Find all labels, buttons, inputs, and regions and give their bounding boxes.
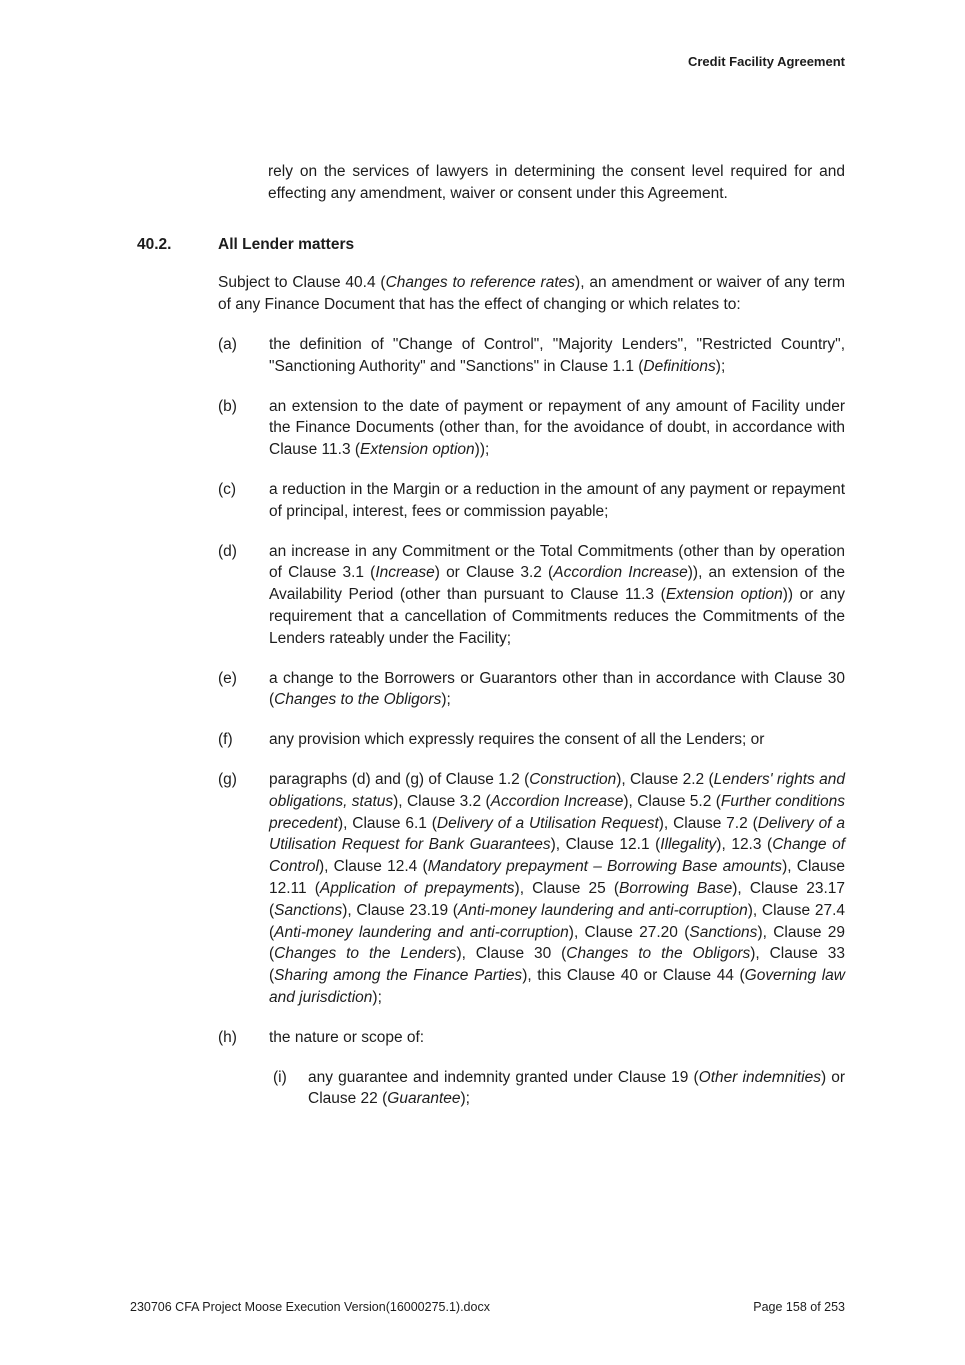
list-item-body bbox=[269, 668, 845, 712]
footer-page-number: Page 158 of 253 bbox=[753, 1300, 845, 1314]
page-header bbox=[137, 54, 845, 70]
list-item bbox=[218, 668, 845, 712]
list-item-body bbox=[269, 729, 845, 751]
list-item-body bbox=[269, 334, 845, 378]
list-item-label: (e) bbox=[218, 669, 237, 687]
continuation-paragraph: rely on the services of lawyers in determining the consent level required for and effecting any amendment, waiver or consent under this Agreement. bbox=[268, 163, 845, 202]
document-title: Credit Facility Agreement bbox=[687, 54, 845, 69]
list-item bbox=[218, 1027, 845, 1110]
list-item bbox=[218, 334, 845, 378]
list-subitem-text: any guarantee and indemnity granted under Clause 19 (Other indemnities) or Clause 22 (Guarantee); bbox=[308, 1068, 845, 1108]
list-item-label: (d) bbox=[218, 542, 237, 560]
list-item-body bbox=[269, 479, 845, 523]
list-item-label: (c) bbox=[218, 480, 237, 498]
list-item-text: the definition of "Change of Control", "Majority Lenders", "Restricted Country", "Sanctioning Authority" and "Sanctions" in Clause 1.1 (Definitions); bbox=[269, 335, 845, 375]
list-item-text: an extension to the date of payment or repayment of any amount of Facility under the Finance Documents (other than, for the avoidance of doubt, in accordance with Clause 11.3 (Extension option)); bbox=[269, 397, 845, 459]
list-item-text: paragraphs (d) and (g) of Clause 1.2 (Construction), Clause 2.2 (Lenders' rights and obligations, status), Clause 3.2 (Accordion Increase), Clause 5.2 (Further conditions precedent), Clause 6.1 (Delivery of a Utilisation Request), Clause 7.2 (Delivery of a Utilisation Request for Bank Guarantees), Clause 12.1 (Illegality), 12.3 (Change of Control), Clause 12.4 (Mandatory prepayment – Borrowing Base amounts), Clause 12.11 (Application of prepayments), Clause 25 (Borrowing Base), Clause 23.17 (Sanctions), Clause 23.19 (Anti-money laundering and anti-corruption), Clause 27.4 (Anti-money laundering and anti-corruption), Clause 27.20 (Sanctions), Clause 29 (Changes to the Lenders), Clause 30 (Changes to the Obligors), Clause 33 (Sharing among the Finance Parties), this Clause 40 or Clause 44 (Governing law and jurisdiction); bbox=[269, 770, 846, 1006]
list-item bbox=[218, 541, 845, 650]
list-item-body bbox=[269, 541, 845, 650]
list-item bbox=[218, 769, 845, 1009]
list-item-text: a reduction in the Margin or a reduction in the amount of any payment or repayment of principal, interest, fees or commission payable; bbox=[269, 480, 845, 520]
list-item-label: (f) bbox=[218, 731, 233, 749]
list-item-body bbox=[269, 396, 845, 461]
list-item-body bbox=[269, 1027, 845, 1110]
list-item bbox=[218, 396, 845, 461]
list-item-text: a change to the Borrowers or Guarantors other than in accordance with Clause 30 (Changes to the Obligors); bbox=[269, 669, 845, 709]
section-number: 40.2. bbox=[137, 235, 172, 253]
list-item-label: (a) bbox=[218, 335, 237, 353]
list-item-label: (b) bbox=[218, 397, 237, 415]
list-item-text: an increase in any Commitment or the Total Commitments (other than by operation of Clause 3.1 (Increase) or Clause 3.2 (Accordion Increase)), an extension of the Availability Period (other than pursuant to Clause 11.3 (Extension option)) or any requirement that a cancellation of Commitments reduces the Commitments of the Lenders rateably under the Facility; bbox=[269, 542, 845, 647]
page-body bbox=[137, 161, 845, 1128]
list-item-label: (g) bbox=[218, 770, 237, 788]
list-item-text: the nature or scope of: bbox=[269, 1028, 425, 1046]
lead-paragraph: Subject to Clause 40.4 (Changes to reference rates), an amendment or waiver of any term of any Finance Document that has the effect of changing or which relates to: bbox=[218, 274, 845, 314]
list-subitem-label: (i) bbox=[273, 1068, 287, 1086]
footer-filename: 230706 CFA Project Moose Execution Version(16000275.1).docx bbox=[130, 1300, 490, 1314]
list-item bbox=[218, 479, 845, 523]
list-item-body bbox=[269, 769, 845, 1009]
page-footer bbox=[130, 1299, 845, 1315]
section-title: All Lender matters bbox=[218, 235, 355, 253]
list-subitem bbox=[273, 1067, 845, 1111]
section-heading bbox=[137, 234, 845, 256]
list-item-text: any provision which expressly requires the consent of all the Lenders; or bbox=[269, 731, 765, 749]
list-item-label: (h) bbox=[218, 1028, 237, 1046]
clause-list bbox=[137, 334, 845, 1110]
list-item bbox=[218, 729, 845, 751]
